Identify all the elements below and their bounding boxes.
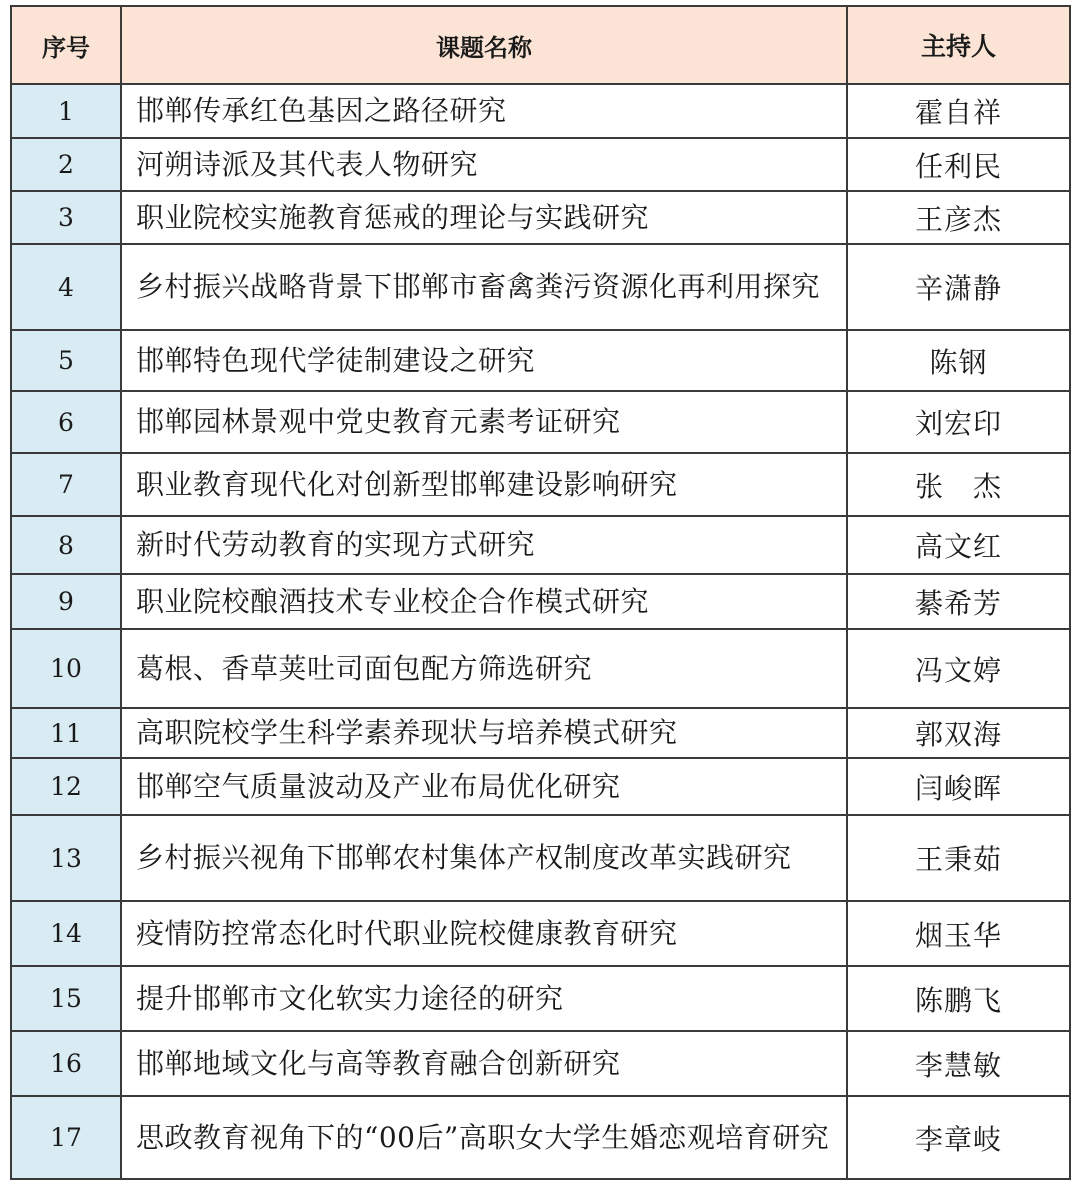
row-topic: 乡村振兴视角下邯郸农村集体产权制度改革实践研究 — [121, 815, 847, 901]
row-topic: 高职院校学生科学素养现状与培养模式研究 — [121, 708, 847, 758]
row-topic: 职业院校实施教育惩戒的理论与实践研究 — [121, 191, 847, 244]
row-leader: 烟玉华 — [847, 901, 1070, 966]
row-index: 12 — [11, 758, 121, 815]
table-row — [11, 574, 1070, 629]
table-row — [11, 901, 1070, 966]
table-header-row — [11, 6, 1070, 84]
header-index: 序号 — [11, 6, 121, 84]
row-topic: 提升邯郸市文化软实力途径的研究 — [121, 966, 847, 1031]
row-topic: 职业院校酿酒技术专业校企合作模式研究 — [121, 574, 847, 629]
row-index: 5 — [11, 330, 121, 391]
table-row — [11, 84, 1070, 138]
row-topic: 邯郸地域文化与高等教育融合创新研究 — [121, 1031, 847, 1096]
row-leader: 綦希芳 — [847, 574, 1070, 629]
row-index: 1 — [11, 84, 121, 138]
table-row — [11, 629, 1070, 708]
row-leader: 高文红 — [847, 516, 1070, 574]
row-topic: 疫情防控常态化时代职业院校健康教育研究 — [121, 901, 847, 966]
table-row — [11, 330, 1070, 391]
row-index: 13 — [11, 815, 121, 901]
row-topic: 邯郸空气质量波动及产业布局优化研究 — [121, 758, 847, 815]
table-row — [11, 758, 1070, 815]
row-index: 8 — [11, 516, 121, 574]
row-index: 3 — [11, 191, 121, 244]
header-topic: 课题名称 — [121, 6, 847, 84]
row-topic: 职业教育现代化对创新型邯郸建设影响研究 — [121, 453, 847, 516]
row-index: 6 — [11, 391, 121, 453]
row-index: 11 — [11, 708, 121, 758]
table-row — [11, 708, 1070, 758]
table-row — [11, 1031, 1070, 1096]
table-row — [11, 191, 1070, 244]
row-leader: 冯文婷 — [847, 629, 1070, 708]
table-row — [11, 815, 1070, 901]
row-index: 4 — [11, 244, 121, 330]
row-leader: 辛潇静 — [847, 244, 1070, 330]
row-index: 2 — [11, 138, 121, 191]
row-leader: 郭双海 — [847, 708, 1070, 758]
row-leader: 王彦杰 — [847, 191, 1070, 244]
row-topic: 新时代劳动教育的实现方式研究 — [121, 516, 847, 574]
row-leader: 霍自祥 — [847, 84, 1070, 138]
table-row — [11, 966, 1070, 1031]
row-index: 15 — [11, 966, 121, 1031]
research-topics-table — [10, 5, 1071, 1180]
row-index: 16 — [11, 1031, 121, 1096]
table-row — [11, 138, 1070, 191]
row-topic: 邯郸园林景观中党史教育元素考证研究 — [121, 391, 847, 453]
row-topic: 葛根、香草荚吐司面包配方筛选研究 — [121, 629, 847, 708]
row-leader: 刘宏印 — [847, 391, 1070, 453]
table-row — [11, 453, 1070, 516]
row-topic: 河朔诗派及其代表人物研究 — [121, 138, 847, 191]
row-leader: 张 杰 — [847, 453, 1070, 516]
row-index: 10 — [11, 629, 121, 708]
row-index: 7 — [11, 453, 121, 516]
row-leader: 陈钢 — [847, 330, 1070, 391]
row-leader: 闫峻晖 — [847, 758, 1070, 815]
table-row — [11, 244, 1070, 330]
row-index: 9 — [11, 574, 121, 629]
row-leader: 任利民 — [847, 138, 1070, 191]
table-body — [11, 84, 1070, 1179]
row-leader: 陈鹏飞 — [847, 966, 1070, 1031]
row-topic: 思政教育视角下的“00后”高职女大学生婚恋观培育研究 — [121, 1096, 847, 1179]
table-row — [11, 391, 1070, 453]
header-leader: 主持人 — [847, 6, 1070, 84]
row-topic: 乡村振兴战略背景下邯郸市畜禽粪污资源化再利用探究 — [121, 244, 847, 330]
table-row — [11, 516, 1070, 574]
row-index: 14 — [11, 901, 121, 966]
row-topic: 邯郸特色现代学徒制建设之研究 — [121, 330, 847, 391]
row-leader: 李慧敏 — [847, 1031, 1070, 1096]
table-row — [11, 1096, 1070, 1179]
row-leader: 李章岐 — [847, 1096, 1070, 1179]
row-index: 17 — [11, 1096, 121, 1179]
row-leader: 王秉茹 — [847, 815, 1070, 901]
row-topic: 邯郸传承红色基因之路径研究 — [121, 84, 847, 138]
